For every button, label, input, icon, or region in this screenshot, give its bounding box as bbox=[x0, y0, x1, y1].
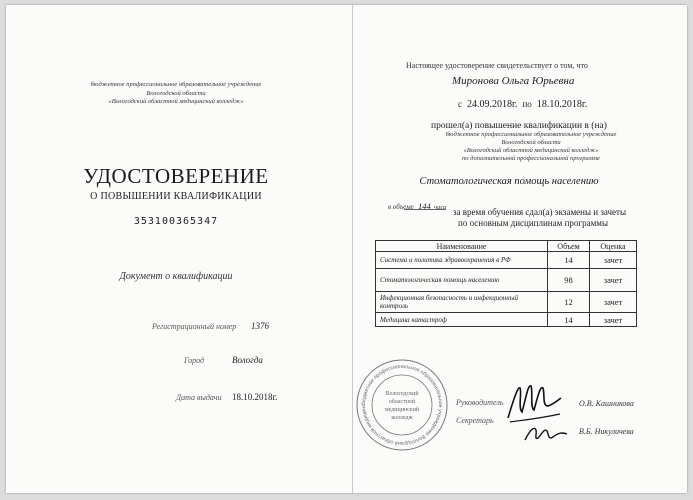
certificate-spread bbox=[6, 5, 687, 493]
issue-date-value: 18.10.2018г. bbox=[232, 392, 278, 402]
discipline-name: Медицина катастроф bbox=[376, 313, 548, 327]
period-from: 24.09.2018г. bbox=[467, 99, 518, 110]
city-label: Город bbox=[184, 356, 205, 365]
disciplines-table bbox=[375, 240, 637, 327]
head-signature-icon bbox=[504, 378, 564, 426]
period-to: 18.10.2018г. bbox=[536, 99, 588, 110]
table-row bbox=[376, 313, 637, 327]
discipline-grade: зачет bbox=[590, 292, 637, 313]
issuer-line: бюджетное профессиональное образовательное учреждение bbox=[90, 81, 262, 88]
discipline-name: Система и политика здравоохранения в РФ bbox=[376, 252, 548, 269]
table-row bbox=[376, 269, 637, 292]
discipline-name: Стоматологическая помощь населению bbox=[376, 269, 548, 292]
org-line: Вологодской области bbox=[501, 139, 561, 146]
college-stamp-icon bbox=[354, 357, 450, 453]
program-title: Стоматологическая помощь населению bbox=[419, 176, 599, 187]
issuer-line: Вологодской области bbox=[146, 89, 206, 97]
discipline-volume: 14 bbox=[548, 252, 590, 269]
training-period bbox=[458, 99, 587, 110]
hours-value: 144 bbox=[418, 201, 431, 211]
certify-text: Настоящее удостоверение свидетельствует о том, что bbox=[406, 61, 588, 70]
secretary-signature-icon bbox=[522, 422, 570, 446]
registration-label: Регистрационный номер bbox=[152, 322, 237, 331]
secretary-label: Секретарь bbox=[456, 416, 494, 425]
hours-unit: часа bbox=[434, 204, 447, 211]
page-fold bbox=[352, 5, 353, 493]
program-intro: прошел(а) повышение квалификации в (на) bbox=[431, 121, 607, 131]
discipline-volume: 12 bbox=[548, 292, 590, 313]
issuer-line: «Вологодский областной медицинский колледж» bbox=[108, 98, 244, 105]
discipline-volume: 98 bbox=[548, 269, 590, 292]
issuer-block bbox=[46, 81, 306, 107]
stamp-center-text: Вологодский bbox=[385, 391, 419, 397]
stamp-center-text: колледж bbox=[391, 415, 413, 421]
document-title: УДОСТОВЕРЕНИЕ bbox=[83, 164, 269, 188]
person-name: Миронова Ольга Юрьевна bbox=[452, 75, 575, 87]
stamp-ring-text: бюджетное профессиональное образовательное учреждение Вологодский областной медицинс bbox=[360, 363, 444, 447]
org-line: бюджетное профессиональное образовательное учреждение bbox=[445, 131, 617, 138]
org-line: «Вологодский областной медицинский колледж» bbox=[463, 147, 599, 154]
period-to-prefix: по bbox=[522, 99, 532, 109]
column-header-volume: Объем bbox=[548, 241, 590, 252]
issue-date-label: Дата выдачи bbox=[176, 393, 222, 402]
discipline-grade: зачет bbox=[590, 252, 637, 269]
head-name: О.В. Кашникова bbox=[579, 399, 634, 408]
stamp-center-text: областной bbox=[388, 399, 416, 405]
column-header-grade: Оценка bbox=[590, 241, 637, 252]
discipline-grade: зачет bbox=[590, 269, 637, 292]
organization-block bbox=[421, 131, 641, 163]
city-value: Вологда bbox=[232, 355, 263, 365]
column-header-name: Наименование bbox=[376, 241, 548, 252]
secretary-name: В.Б. Никуличева bbox=[579, 427, 634, 436]
head-label: Руководитель bbox=[456, 398, 504, 407]
exam-text-line: по основным дисциплинам программы bbox=[458, 218, 609, 228]
discipline-name: Инфекционная безопасность и инфекционный контроль bbox=[376, 292, 548, 313]
hours-prefix: в объеме bbox=[388, 203, 414, 211]
hours-underline bbox=[404, 209, 446, 210]
exam-text-line: за время обучения сдал(а) экзамены и зачеты bbox=[453, 207, 627, 217]
document-subtitle: О ПОВЫШЕНИИ КВАЛИФИКАЦИИ bbox=[90, 191, 262, 202]
org-line: по дополнительной профессиональной программе bbox=[462, 155, 600, 162]
discipline-volume: 14 bbox=[548, 313, 590, 327]
document-type: Документ о квалификации bbox=[119, 271, 233, 282]
stamp-center-text: медицинский bbox=[384, 407, 420, 413]
table-header-row bbox=[376, 241, 637, 252]
document-number: 353100365347 bbox=[133, 216, 219, 227]
registration-value: 1376 bbox=[251, 321, 269, 331]
table-row bbox=[376, 252, 637, 269]
period-from-prefix: с bbox=[458, 99, 462, 109]
discipline-grade: зачет bbox=[590, 313, 637, 327]
table-row bbox=[376, 292, 637, 313]
